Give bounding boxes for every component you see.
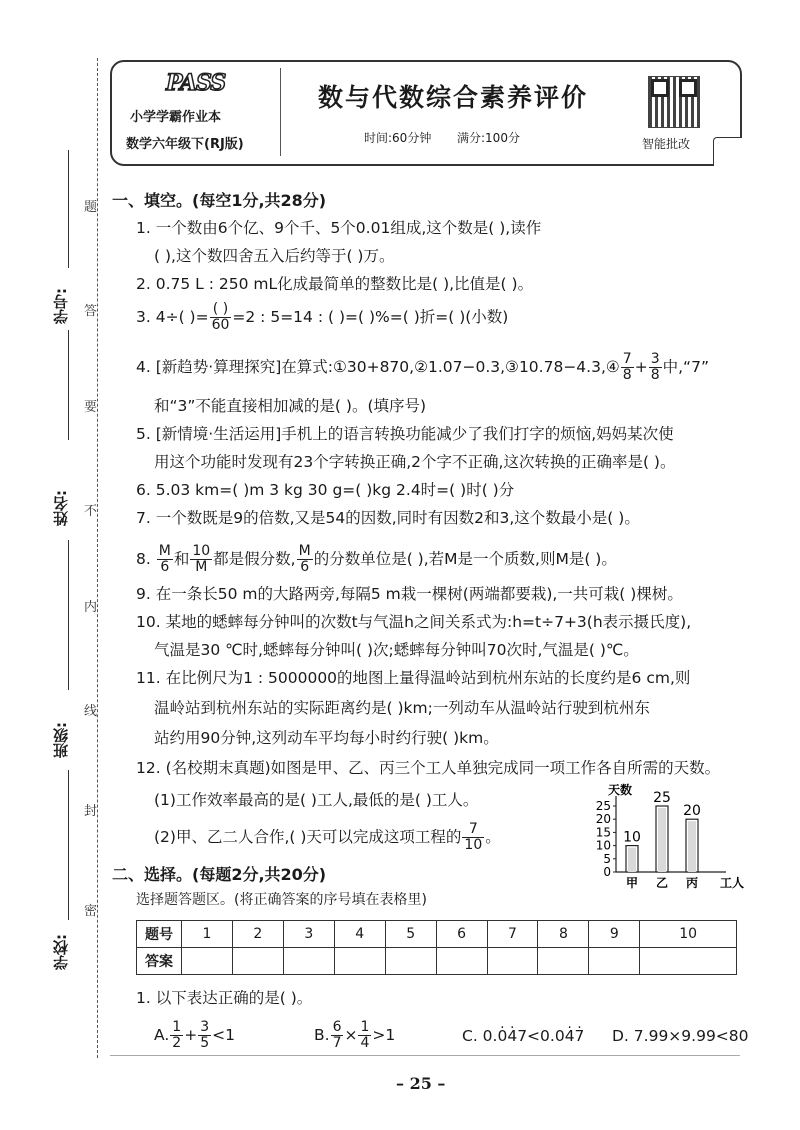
q12-period: 。 bbox=[485, 828, 501, 846]
qr-caption: 智能批改 bbox=[642, 137, 691, 151]
q3-denominator: 60 bbox=[211, 317, 230, 333]
seal-char: 不 bbox=[84, 504, 98, 519]
q8 bbox=[136, 544, 617, 575]
table-num: 7 bbox=[487, 921, 538, 948]
q8-f3-num: M bbox=[298, 543, 311, 559]
q5-line2: 用这个功能时发现有23个字转换正确,2个字不正确,这次转换的正确率是( )。 bbox=[154, 453, 676, 471]
brand-grade: 数学六年级下(RJ版) bbox=[126, 137, 244, 152]
table-num: 2 bbox=[232, 921, 283, 948]
q10-line2: 气温是30 ℃时,蟋蟀每分钟叫( )次;蟋蟀每分钟叫70次时,气温是( )℃。 bbox=[154, 641, 639, 659]
option-c[interactable]: C. 0.0̇4̇7<0.04̇7̇ bbox=[462, 1027, 585, 1045]
header-divider bbox=[280, 68, 281, 156]
q4-prefix: 4. [新趋势·算理探究]在算式:①30+870,②1.07−0.3,③10.78−4.3,④ bbox=[136, 358, 620, 376]
answer-cell-7[interactable] bbox=[487, 948, 538, 975]
q8-f2-num: 10 bbox=[192, 543, 211, 559]
chart-bar-fill bbox=[658, 808, 666, 872]
name-label: 姓名: bbox=[52, 490, 70, 526]
q9: 9. 在一条长50 m的大路两旁,每隔5 m栽一棵树(两端都要栽),一共可栽( )棵树。 bbox=[136, 585, 683, 603]
full-score: 满分:100分 bbox=[457, 131, 520, 145]
q4-fraction-1 bbox=[621, 352, 634, 383]
q8-and: 和 bbox=[173, 550, 190, 568]
chart-bar-fill bbox=[688, 821, 696, 872]
answer-cell-8[interactable] bbox=[538, 948, 589, 975]
option-a[interactable] bbox=[154, 1020, 235, 1051]
q3-fraction bbox=[210, 302, 232, 333]
table-num: 10 bbox=[640, 921, 737, 948]
q3-prefix: 3. 4÷( )= bbox=[136, 308, 209, 326]
q7: 7. 一个数既是9的倍数,又是54的因数,同时有因数2和3,这个数最小是( )。 bbox=[136, 509, 640, 527]
chart-data-label: 20 bbox=[683, 803, 701, 820]
q4-f2-num: 3 bbox=[650, 351, 660, 367]
seal-char: 内 bbox=[84, 600, 98, 615]
table-num: 8 bbox=[538, 921, 589, 948]
answer-cell-9[interactable] bbox=[589, 948, 640, 975]
q8-number: 8. bbox=[136, 550, 151, 568]
q4-line1 bbox=[136, 352, 709, 383]
answer-cell-1[interactable] bbox=[182, 948, 233, 975]
q11-line2: 温岭站到杭州东站的实际距离约是( )km;一列动车从温岭站行驶到杭州东 bbox=[154, 699, 650, 717]
choice-q1: 1. 以下表达正确的是( )。 bbox=[136, 989, 313, 1007]
q11-line3: 站约用90分钟,这列动车平均每小时约行驶( )km。 bbox=[154, 729, 499, 747]
q4-f1-den: 8 bbox=[622, 367, 632, 383]
seal-char: 答 bbox=[84, 304, 98, 319]
seal-char: 题 bbox=[84, 200, 98, 215]
section2-title: 二、选择。(每题2分,共20分) bbox=[112, 865, 327, 884]
q8-fraction-2 bbox=[190, 544, 212, 575]
q1-line1: 1. 一个数由6个亿、9个千、5个0.01组成,这个数是( ),读作 bbox=[136, 219, 542, 237]
header-box bbox=[110, 60, 742, 166]
answer-table bbox=[136, 920, 737, 975]
work-days-bar-chart bbox=[592, 783, 745, 890]
student-id-field[interactable] bbox=[68, 150, 69, 268]
option-b-suffix: >1 bbox=[372, 1026, 396, 1044]
table-head-label: 题号 bbox=[137, 921, 182, 948]
school-label: 学校: bbox=[52, 934, 70, 970]
option-b-letter: B. bbox=[314, 1026, 330, 1044]
q12-line3 bbox=[154, 822, 501, 853]
footer-rule bbox=[110, 1055, 740, 1056]
chart-y-tick-label: 25 bbox=[595, 799, 611, 813]
binding-dashed-line bbox=[97, 58, 98, 1058]
q8-fraction-1 bbox=[157, 544, 173, 575]
chart-y-label: 天数 bbox=[608, 783, 633, 797]
option-b-f1 bbox=[331, 1020, 344, 1051]
chart-svg bbox=[592, 783, 745, 890]
chart-x-tick-label: 甲 bbox=[625, 876, 639, 890]
q2: 2. 0.75 L : 250 mL化成最简单的整数比是( ),比值是( )。 bbox=[136, 275, 534, 293]
option-a-suffix: <1 bbox=[212, 1026, 235, 1044]
answer-cell-4[interactable] bbox=[334, 948, 385, 975]
table-answer-label: 答案 bbox=[137, 948, 182, 975]
student-id-label: 学号: bbox=[52, 288, 70, 324]
seal-char: 线 bbox=[84, 704, 98, 719]
chart-y-tick-label: 10 bbox=[595, 838, 611, 853]
table-num: 5 bbox=[385, 921, 436, 948]
chart-y-tick-label: 20 bbox=[595, 812, 611, 827]
option-a-plus: + bbox=[184, 1026, 198, 1044]
q12-fraction bbox=[462, 822, 484, 853]
table-num: 9 bbox=[589, 921, 640, 948]
pass-logo: PASS bbox=[166, 70, 226, 96]
q4-f2-den: 8 bbox=[650, 367, 660, 383]
option-a-f2-num: 3 bbox=[200, 1019, 210, 1035]
seal-char: 封 bbox=[84, 804, 98, 819]
q12-frac-num: 7 bbox=[462, 822, 484, 838]
chart-x-label: 工人 bbox=[720, 876, 745, 890]
q12-line2: (1)工作效率最高的是( )工人,最低的是( )工人。 bbox=[154, 791, 479, 809]
option-b-times: × bbox=[344, 1026, 358, 1044]
q11-line1: 11. 在比例尺为1 : 5000000的地图上量得温岭站到杭州东站的长度约是6 cm,则 bbox=[136, 669, 691, 687]
q8-suffix: 的分数单位是( ),若M是一个质数,则M是( )。 bbox=[313, 550, 617, 568]
seal-char: 密 bbox=[84, 904, 98, 919]
time-limit: 时间:60分钟 bbox=[364, 131, 432, 145]
option-a-f1-den: 2 bbox=[172, 1035, 182, 1051]
q8-f1-num: M bbox=[158, 543, 171, 559]
q3-numerator: ( ) bbox=[210, 302, 232, 318]
section1-title: 一、填空。(每空1分,共28分) bbox=[112, 191, 327, 210]
option-b-f2 bbox=[358, 1020, 371, 1051]
q3-suffix: =2 : 5=14 : ( )=( )%=( )折=( )(小数) bbox=[232, 308, 509, 326]
q4-fraction-2 bbox=[649, 352, 662, 383]
option-a-f2 bbox=[198, 1020, 211, 1051]
page-fold-corner bbox=[713, 137, 742, 166]
name-field[interactable] bbox=[68, 540, 69, 690]
q4-plus: + bbox=[634, 358, 648, 376]
chart-y-tick-label: 5 bbox=[603, 851, 611, 866]
class-field[interactable] bbox=[68, 770, 69, 920]
q10-line1: 10. 某地的蟋蟀每分钟叫的次数t与气温h之间关系式为:h=t÷7+3(h表示摄氏度), bbox=[136, 613, 692, 631]
option-b-f2-den: 4 bbox=[360, 1035, 370, 1051]
answer-instruction: 选择题答题区。(将正确答案的序号填在表格里) bbox=[136, 892, 427, 908]
option-a-letter: A. bbox=[154, 1026, 170, 1044]
q8-mid: 都是假分数, bbox=[213, 550, 296, 568]
answer-cell-6[interactable] bbox=[436, 948, 487, 975]
student-id-field-line2 bbox=[68, 330, 69, 440]
option-b-f1-num: 6 bbox=[332, 1019, 342, 1035]
q5-line1: 5. [新情境·生活运用]手机上的语言转换功能减少了我们打字的烦恼,妈妈某次使 bbox=[136, 425, 674, 443]
q4-line2: 和“3”不能直接相加减的是( )。(填序号) bbox=[154, 397, 427, 415]
table-num: 1 bbox=[182, 921, 233, 948]
q1-line2: ( ),这个数四舍五入后约等于( )万。 bbox=[154, 247, 395, 265]
q4-suffix: 中,“7” bbox=[662, 358, 709, 376]
option-b-f2-num: 1 bbox=[360, 1019, 370, 1035]
answer-table-answer-row bbox=[137, 948, 737, 975]
option-a-f2-den: 5 bbox=[200, 1035, 210, 1051]
q8-f2-den: M bbox=[195, 559, 208, 575]
chart-y-tick-label: 0 bbox=[603, 865, 611, 879]
answer-cell-3[interactable] bbox=[283, 948, 334, 975]
page-title: 数与代数综合素养评价 bbox=[318, 83, 589, 112]
chart-x-tick-label: 乙 bbox=[655, 876, 669, 890]
option-d[interactable]: D. 7.99×9.99<80 bbox=[612, 1027, 749, 1045]
answer-cell-5[interactable] bbox=[385, 948, 436, 975]
chart-data-label: 25 bbox=[653, 790, 671, 806]
q6: 6. 5.03 km=( )m 3 kg 30 g=( )kg 2.4时=( )时( )分 bbox=[136, 481, 515, 499]
chart-y-tick-label: 15 bbox=[595, 825, 611, 840]
option-a-f1 bbox=[170, 1020, 183, 1051]
q4-f1-num: 7 bbox=[622, 351, 632, 367]
answer-cell-2[interactable] bbox=[232, 948, 283, 975]
option-b-f1-den: 7 bbox=[332, 1035, 342, 1051]
table-num: 3 bbox=[283, 921, 334, 948]
answer-cell-10[interactable] bbox=[640, 948, 737, 975]
q8-f3-den: 6 bbox=[300, 559, 310, 575]
q12-part2-text: (2)甲、乙二人合作,( )天可以完成这项工程的 bbox=[154, 828, 462, 846]
option-b[interactable] bbox=[314, 1020, 395, 1051]
table-num: 6 bbox=[436, 921, 487, 948]
q8-fraction-3 bbox=[297, 544, 313, 575]
chart-x-tick-label: 丙 bbox=[685, 876, 699, 890]
page-number: – 25 – bbox=[396, 1074, 446, 1093]
q3 bbox=[136, 302, 508, 333]
q12-frac-den: 10 bbox=[464, 837, 483, 853]
answer-table-head-row bbox=[137, 921, 737, 948]
q12-line1: 12. (名校期末真题)如图是甲、乙、丙三个工人单独完成同一项工作各自所需的天数。 bbox=[136, 759, 721, 777]
option-a-f1-num: 1 bbox=[172, 1019, 182, 1035]
qr-code-icon[interactable] bbox=[648, 76, 700, 128]
brand-name: 小学学霸作业本 bbox=[130, 110, 222, 125]
q8-f1-den: 6 bbox=[160, 559, 170, 575]
class-label: 班级: bbox=[52, 722, 70, 758]
chart-bar-fill bbox=[628, 848, 636, 872]
chart-data-label: 10 bbox=[623, 829, 641, 846]
seal-char: 要 bbox=[84, 400, 98, 415]
table-num: 4 bbox=[334, 921, 385, 948]
